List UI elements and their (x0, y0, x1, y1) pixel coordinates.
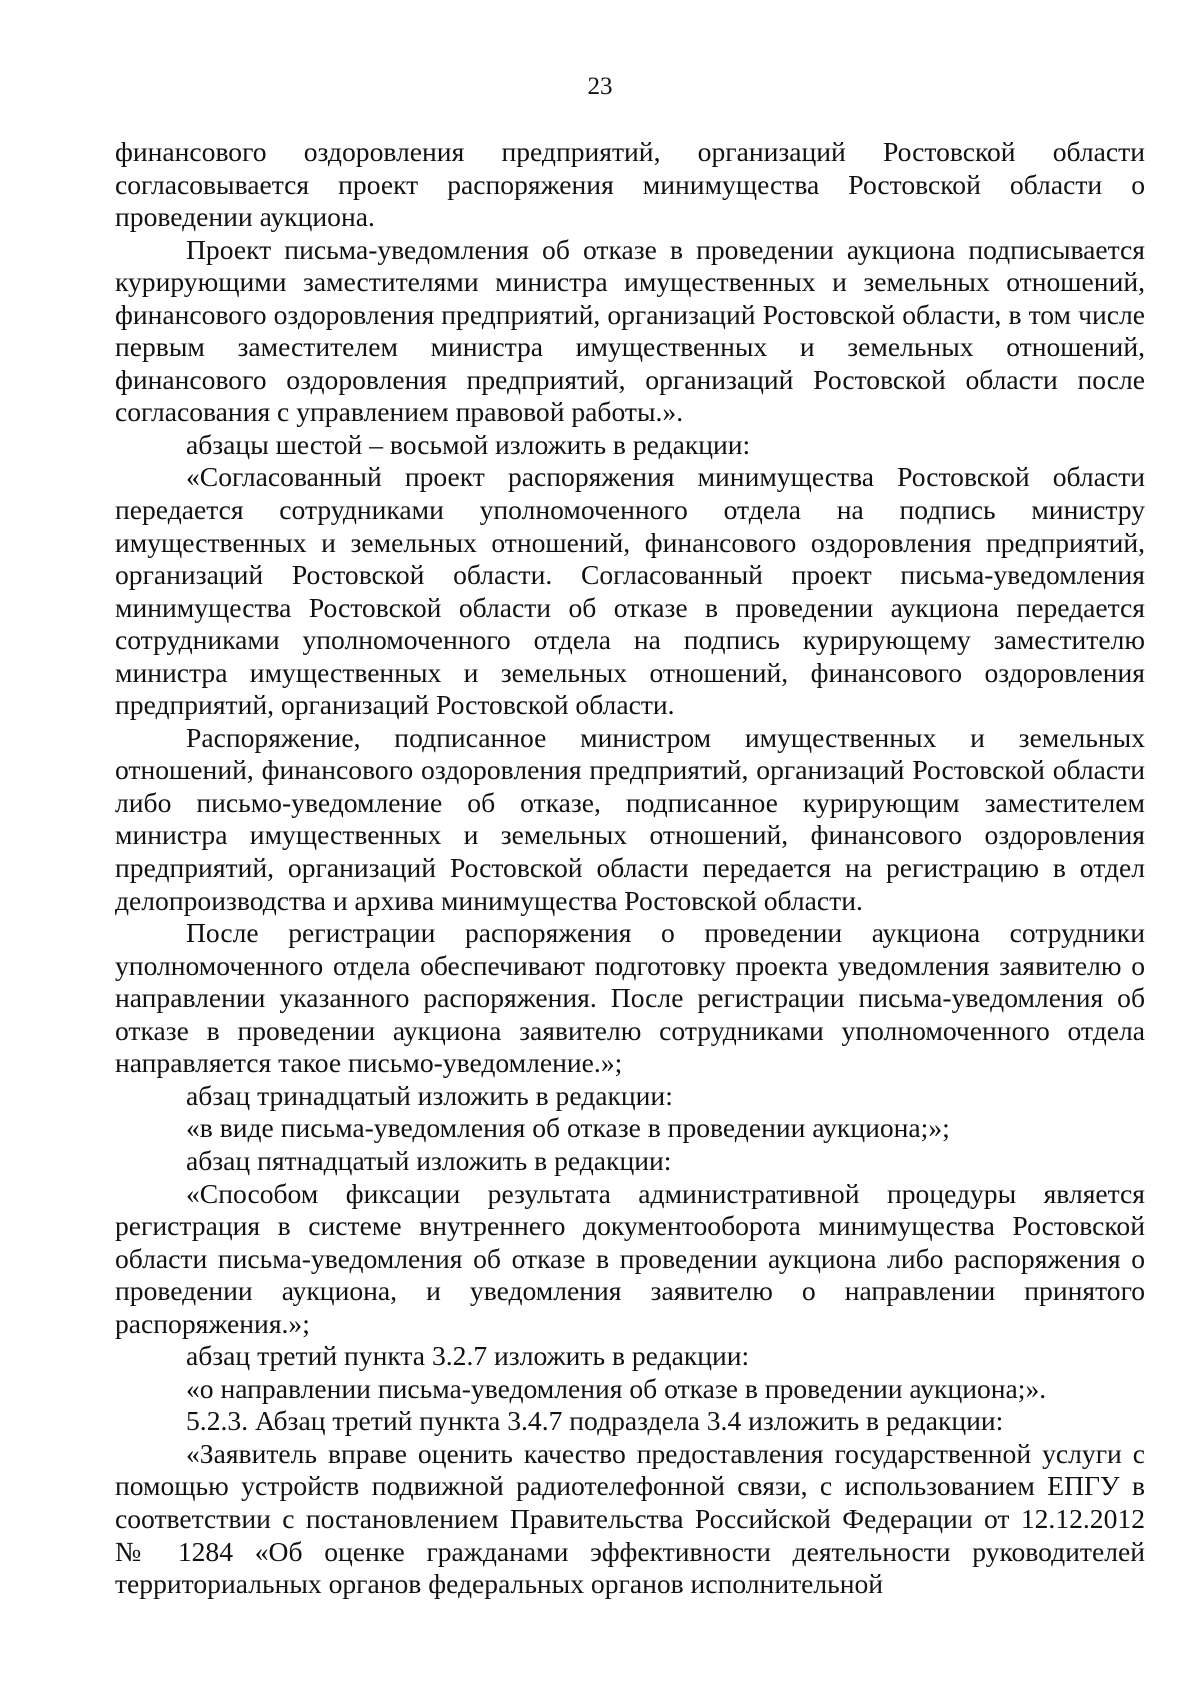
paragraph-section-5-2-3: 5.2.3. Абзац третий пункта 3.4.7 подраздела 3.4 изложить в редакции: (186, 1405, 1004, 1437)
paragraph-amendment-15-text: «Способом фиксации результата административной процедуры является регистрация в системе внутреннего документооборота минимущества Ростовской области письма-уведомления об отказе в проведении аукциона либо распоряжения о проведении аукциона, и уведомления заявителю о направлении принятого распоряжения.»; (115, 1177, 1145, 1339)
paragraph-amendment-3-2-7-text: «о направлении письма-уведомления об отказе в проведении аукциона;». (186, 1372, 1047, 1404)
page-number: 23 (587, 73, 613, 100)
paragraph-amendment-6-8: абзацы шестой – восьмой изложить в редакции: (186, 428, 751, 460)
paragraph-approved-draft: «Согласованный проект распоряжения минимущества Ростовской области передается сотрудниками уполномоченного отдела на подпись министру имущественных и земельных отношений, финансового оздоровления предприятий, организаций Ростовской области. Согласованный проект письма-уведомления минимущества Ростовской области об отказе в проведении аукциона передается сотрудниками уполномоченного отдела на подпись курирующему заместителю министра имущественных и земельных отношений, финансового оздоровления предприятий, организаций Ростовской области. (115, 461, 1145, 721)
paragraph-amendment-15: абзац пятнадцатый изложить в редакции: (186, 1144, 672, 1176)
paragraph-draft-letter-signing: Проект письма-уведомления об отказе в проведении аукциона подписывается курирующими заместителями министра имущественных и земельных отношений, финансового оздоровления предприятий, организаций Ростовской области, в том числе первым заместителем министра имущественных и земельных отношений, финансового оздоровления предприятий, организаций Ростовской области после согласования с управлением правовой работы.». (115, 233, 1145, 428)
paragraph-amendment-13: абзац тринадцатый изложить в редакции: (186, 1079, 673, 1111)
paragraph-quality-assessment: «Заявитель вправе оценить качество предоставления государственной услуги с помощью устройств подвижной радиотелефонной связи, с использованием ЕПГУ в соответствии с постановлением Правительства Российской Федерации от 12.12.2012 № 1284 «Об оценке гражданами эффективности деятельности руководителей территориальных органов федеральных органов исполнительной (115, 1437, 1145, 1600)
paragraph-after-registration: После регистрации распоряжения о проведении аукциона сотрудники уполномоченного отдела обеспечивают подготовку проекта уведомления заявителю о направлении указанного распоряжения. После регистрации письма-уведомления об отказе в проведении аукциона заявителю сотрудниками уполномоченного отдела направляется такое письмо-уведомление.»; (115, 917, 1145, 1079)
paragraph-continuation: финансового оздоровления предприятий, организаций Ростовской области согласовывается проект распоряжения минимущества Ростовской области о проведении аукциона. (115, 136, 1145, 233)
paragraph-amendment-13-text: «в виде письма-уведомления об отказе в проведении аукциона;»; (186, 1112, 950, 1144)
document-body (115, 136, 1145, 1601)
paragraph-order-registration: Распоряжение, подписанное министром имущественных и земельных отношений, финансового оздоровления предприятий, организаций Ростовской области либо письмо-уведомление об отказе, подписанное курирующим заместителем министра имущественных и земельных отношений, финансового оздоровления предприятий, организаций Ростовской области передается на регистрацию в отдел делопроизводства и архива минимущества Ростовской области. (115, 721, 1145, 916)
paragraph-amendment-3-2-7: абзац третий пункта 3.2.7 изложить в редакции: (186, 1340, 750, 1372)
